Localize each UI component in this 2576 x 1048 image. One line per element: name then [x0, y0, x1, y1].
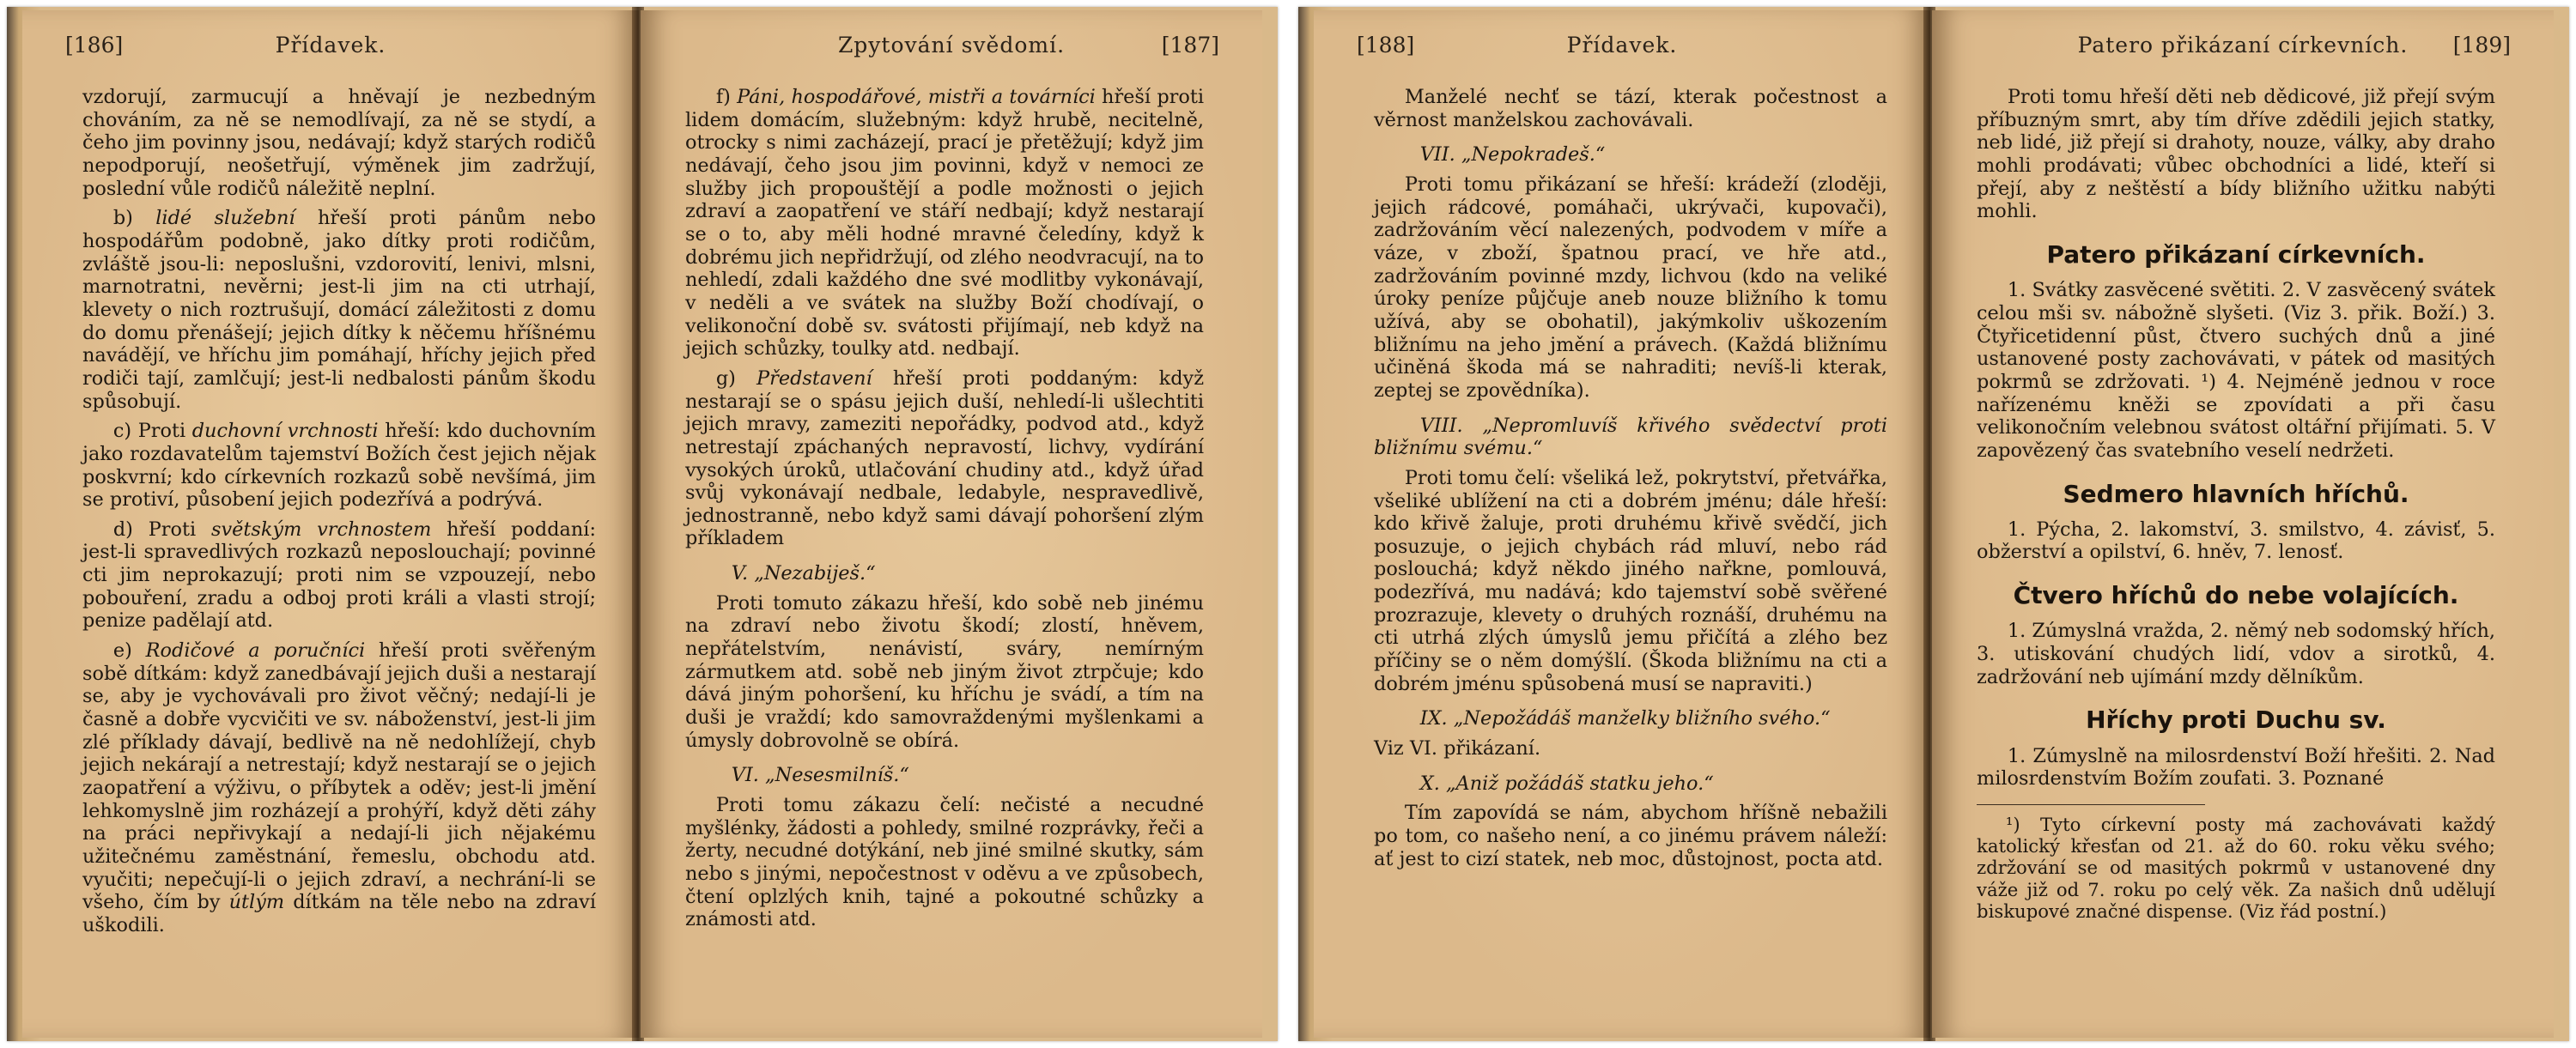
paragraph-text: 1. Zúmyslná vražda, 2. němý neb sodomský hřích, 3. utiskování chudých lidí, vdov a sirotků, 4. zadržování neb ujímání mzdy dělníkům. — [1977, 620, 2495, 688]
paragraph — [685, 794, 1204, 931]
paragraph-text: Proti tomu hřeší děti neb dědicové, již přejí svým příbuzným smrt, aby tím dříve zdědili jejich statky, neb lidé, již přejí si drahoty, nouze, války, aby draho mohli prodávati; vůbec obchodníci a lidé, kteří si přejí, aby z neštěstí a bídy bližního užitku nabýti mohli. — [1977, 86, 2495, 223]
running-title: Zpytování svědomí. — [837, 33, 1066, 58]
page-header — [675, 33, 1228, 58]
page-body — [82, 86, 596, 1012]
paragraph-text: Proti tomuto zákazu hřeší, kdo sobě neb jinému na zdraví nebo životu škodí; zlostí, hněvem, nepřátelstvím, nenávistí, sváry, nemírným zármutkem atd. sobě neb jiným život ztrpčuje; kdo dává jiným pohoršení, ku hříchu je svádí, a tím na duši je vraždí; kdo samovraždenými myšlenkami a úmysly dobrovolně se obírá. — [685, 591, 1204, 752]
commandment-heading: V. „Nezabiješ.“ — [731, 562, 876, 585]
page-187 — [641, 10, 1262, 1038]
paragraph — [1374, 173, 1887, 403]
emphasis-term: Představení — [756, 366, 872, 390]
section-title: Patero přikázaní církevních. — [2046, 239, 2426, 269]
emphasis-term: lidé služební — [155, 207, 295, 230]
book-spread-186-187 — [7, 7, 1278, 1041]
paragraph — [1374, 467, 1887, 696]
page-body — [1374, 86, 1887, 1012]
paragraph-text: Manželé nechť se tází, kterak počestnost a věrnost manželskou zachovávali. — [1374, 86, 1887, 131]
paragraph-lead: e) — [112, 639, 146, 663]
paragraph — [82, 420, 596, 512]
commandment-heading: VII. „Nepokradeš.“ — [1419, 143, 1606, 167]
paragraph-lead: f) — [715, 86, 738, 108]
paragraph — [1977, 518, 2495, 564]
page-body — [1977, 86, 2495, 1012]
paragraph-text: hřeší proti pánům nebo hospodářům podobně, jako dítky proti rodičům, zvláště jsou-li: neposlušni, vzdorovití, lenivi, mlsni, marnotratni, nevěrni; jest-li jim na cti utrhají, klevety o nich roztrušují, domácí záležitosti z domu do domu přenášejí; jejich dítky k něčemu hříšnému navádějí, ve hříchu jim pomáhají, hříchy jejich před rodiči tají, zamlčují; jest-li nedbalosti pánům škodu spůsobují. — [82, 207, 596, 413]
footnote-rule — [1977, 804, 2205, 805]
paragraph — [82, 639, 596, 937]
page-body — [685, 86, 1204, 1012]
paragraph — [82, 207, 596, 413]
paragraph — [1977, 86, 2495, 223]
page-number: [188] — [1357, 33, 1415, 58]
book-spread-188-189 — [1298, 7, 2569, 1041]
paragraph-text: Proti tomu přikázaní se hřeší: krádeží (zloději, jejich rádcové, pomáhači, ukrývači, kupovači), zadržováním věcí nalezených, podvodem v míře a váze, v zboží, špatnou prací, ve hře atd., zadržováním povinné mzdy, lichvou (kdo na veliké úroky peníze půjčuje aneb nouze bližního k tomu užívá, aby se obohatil), jakýmkoliv uškozením bližnímu na jeho jmění a právech. (Každá bližnímu učiněná škoda má se nahraditi; nevíš-li kterak, zeptej se zpovědníka). — [1374, 173, 1887, 402]
page-number: [189] — [2452, 33, 2511, 58]
page-header — [57, 33, 605, 58]
paragraph-text: Tím zapovídá se nám, abychom hříšně nebažili po tom, co našeho není, a co jinému právem náleží: ať jest to cizí statek, neb moc, důstojnost, pocta atd. — [1374, 802, 1887, 870]
emphasis-term: světským vrchnostem — [210, 518, 432, 541]
emphasis-term: Páni, hospodářové, mistři a továrníci — [737, 86, 1096, 108]
footnote: ¹) Tyto církevní posty má zachovávati každý katolický křesťan od 21. až do 60. roku věku svého; zdržování se od masitých pokrmů v ustanovené dny váže již od 7. roku po celý věk. Za našich dnů udělují biskupové značné dispense. (Viz řád postní.) — [1977, 814, 2495, 922]
paragraph-text: hřeší proti poddaným: když nestarají se o spásu jejich duší, nehledí-li ušlechtiti jejich mravy, zameziti nepořádky, podvod atd., když netrestají zpáchaných nepravostí, lichvy, vydírání vysokých úroků, utlačování chudiny atd., když úřad svůj vykonávají nedbale, ledabyle, nespravedlivě, jednostranně, nebo když sami dávají pohoršení zlým příkladem — [685, 366, 1204, 550]
paragraph — [685, 592, 1204, 753]
paragraph-text: dítkám na těle nebo na zdraví uškodili. — [82, 891, 596, 936]
paragraph — [685, 367, 1204, 550]
paragraph-text: Proti tomu zákazu čelí: nečisté a necudné myšlénky, žádosti a pohledy, smilné rozprávky, řeči a žerty, necudné dotýkání, neb jiné smilné skutky, sám nebo s jinými, nepočestnost v oděvu a ve způsobech, čtení oplzlých knih, tajné a pokoutné schůzky a známosti atd. — [685, 794, 1204, 931]
paragraph-text: hřeší proti lidem domácím, služebným: když hrubě, necitelně, otrocky s nimi zacházejí, prací je přetěžují; když jim nedávají, čeho jsou jim povinni, když v nemoci ze služby jich propouštějí a podle možnosti o jejich zdraví a zaopatření ve stáří nedbají; když nestarají se o to, aby měli hodné mravné čeledíny, když k dobrému jich nepřidržují, od zlého neodvracují, na to nehledí, zdali každého dne své modlitby vykonávají, v neděli a ve svátek na služby Boží chodívají, o velikonoční době sv. svátosti přijímají, neb když na jejich schůzky, toulky atd. nedbají. — [685, 86, 1204, 360]
section-title: Sedmero hlavních hříchů. — [2063, 479, 2409, 508]
paragraph — [1374, 86, 1887, 131]
running-title: Přídavek. — [275, 33, 386, 58]
paragraph — [1977, 279, 2495, 462]
page-number: [187] — [1161, 33, 1219, 58]
paragraph-text: Proti tomu čelí: všeliká lež, pokrytství, přetvářka, všeliké ublížení na cti a dobrém jménu; dále hřeší: kdo křivě žaluje, proti druhému křivě svědčí, jich posuzuje, o jejich chybách rád mluví, nebo rád poslouchá; když někdo jiného nařkne, pomlouvá, podezřívá, mu nadává; kdo tajemství sobě svěřené prozrazuje, klevety o druhých roznáší, druhému na cti utrhá zlých úmyslů jemu přičítá a zlého bez příčiny se o něm domýšlí. (Škoda bližnímu na cti a dobrém jménu spůsobená musí se napraviti.) — [1374, 466, 1887, 695]
emphasis-term: Rodičové a poručníci — [145, 639, 366, 663]
paragraph — [1977, 745, 2495, 791]
paragraph-text: 1. Zúmyslně na milosrdenství Boží hřešiti. 2. Nad milosrdenstvím Božím zoufati. 3. Poznané — [1977, 744, 2495, 791]
paragraph-lead: c) Proti — [112, 420, 192, 443]
paragraph — [82, 86, 596, 200]
paragraph-text: hřeší: kdo duchovním jako rozdavatelům tajemství Božích čest jejich nějak poskvrní; kdo církevních rozkazů sobě nevšímá, jim se protiví, působení jejich podezřívá a podrývá. — [82, 420, 596, 512]
paragraph-text: hřeší poddaní: jest-li spravedlivých rozkazů neposlouchají; povinné cti jim neprokazují; proti nim se vzpouzejí, nebo pobouření, zradu a odboj proti králi a vlasti strojí; penize padělají atd. — [82, 518, 596, 633]
paragraph — [1374, 802, 1887, 870]
paragraph — [82, 518, 596, 633]
commandment-heading: VI. „Nesesmilníš.“ — [731, 764, 909, 787]
section-title: Čtvero hříchů do nebe volajících. — [2013, 581, 2459, 610]
emphasis-term: duchovní vrchnosti — [191, 420, 379, 443]
paragraph-text: Viz VI. přikázaní. — [1374, 737, 1541, 760]
page-header — [1966, 33, 2519, 58]
commandment-heading: VIII. „Nepromluvíš křivého svědectví proti bližnímu svému.“ — [1374, 414, 1887, 460]
page-189 — [1932, 10, 2554, 1038]
paragraph-text: 1. Svátky zasvěcené světiti. 2. V zasvěcený svátek celou mši sv. nábožně slyšeti. (Viz 3. přik. Boží.) 3. Čtyřicetidenní půst, čtvero suchých dnů a jiné ustanovené posty zachovávati, v pátek od masitých pokrmů se zdržovati. ¹) 4. Nejméně jednou v roce nařízenému kněži se zpovídati a při času velikonočním velebnou svátost oltářní přijímati. 5. V zapovězený čas svatebního veselí nedržeti. — [1977, 279, 2495, 462]
paragraph — [1374, 737, 1887, 760]
running-title: Přídavek. — [1566, 33, 1678, 58]
page-188 — [1314, 10, 1930, 1038]
section-title: Hříchy proti Duchu sv. — [2086, 706, 2386, 735]
paragraph — [685, 86, 1204, 360]
page-number: [186] — [65, 33, 124, 58]
page-186 — [22, 10, 639, 1038]
paragraph-lead: d) Proti — [112, 518, 211, 541]
paragraph-lead: g) — [715, 366, 757, 390]
paragraph-text: vzdorují, zarmucují a hněvají je nezbedným chováním, za ně se nemodlívají, za ně se stydí, a čeho jim povinny jsou, nedávají; když starých rodičů nepodporují, neošetřují, výměnek jim zadržují, poslední vůle rodičů náležitě neplní. — [82, 86, 596, 200]
emphasis-term: útlým — [228, 891, 285, 914]
commandment-heading: X. „Aniž požádáš statku jeho.“ — [1419, 772, 1714, 795]
commandment-heading: IX. „Nepožádáš manželky bližního svého.“ — [1419, 707, 1831, 730]
page-header — [1348, 33, 1896, 58]
paragraph-text: hřeší proti svěřeným sobě dítkám: když zanedbávají jejich duši a nestarají se, aby je vychovávali pro život věčný; nedají-li je časně a dobře vycvičiti ve sv. náboženství, jest-li jim zlé příklady dávají, bedlivě na ně nedohlížejí, chyb jejich nekárají a netrestají; když nestarají se o jejich zaopatření a výživu, o příbytek a oděv; jest-li jmění lehkomyslně jim rozházejí a prohýří, když děti záhy na práci nepřivykají a nedají-li jich nějakému užitečnému zaměstnání, řemeslu, obchodu atd. vyučiti; nepečují-li o jejich zdraví, a nechrání-li se všeho, čím by — [82, 639, 596, 914]
paragraph-text: 1. Pýcha, 2. lakomství, 3. smilstvo, 4. závisť, 5. obžerství a opilství, 6. hněv, 7. lenosť. — [1977, 518, 2495, 564]
paragraph — [1977, 620, 2495, 688]
running-title: Patero přikázaní církevních. — [2077, 33, 2409, 58]
paragraph-lead: b) — [112, 207, 156, 230]
